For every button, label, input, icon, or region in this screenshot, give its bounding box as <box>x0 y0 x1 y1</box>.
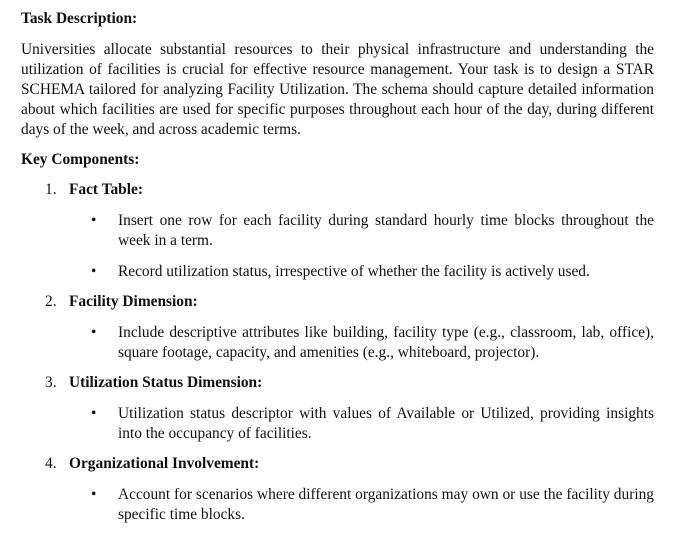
bullet-item <box>21 323 654 363</box>
task-description-paragraph: Universities allocate substantial resources to their physical infrastructure and understanding the utilization of facilities is crucial for effective resource management. Your task is to design a STAR SCHEMA tailored for analyzing Facility Utilization. The schema should capture detailed information about which facilities are used for specific purposes throughout each hour of the day, during different days of the week, and across academic terms. <box>21 41 654 138</box>
component-title: Facility Dimension: <box>69 293 198 310</box>
bullet-item <box>21 262 654 282</box>
bullet-text: Include descriptive attributes like building, facility type (e.g., classroom, lab, office), square footage, capacity, and amenities (e.g., whiteboard, projector). <box>118 324 654 361</box>
bullet-text: Utilization status descriptor with values of Available or Utilized, providing insights into the occupancy of facilities. <box>118 405 654 442</box>
bullet-list <box>21 211 654 282</box>
component-header <box>21 454 654 474</box>
bullet-text: Account for scenarios where different organizations may own or use the facility during specific time blocks. <box>118 486 654 523</box>
key-components-list <box>21 180 654 525</box>
bullet-list <box>21 404 654 444</box>
component-item <box>21 292 654 363</box>
component-header <box>21 180 654 200</box>
bullet-icon: • <box>91 405 97 422</box>
bullet-list <box>21 323 654 363</box>
component-number: 2. <box>45 293 57 310</box>
bullet-text: Insert one row for each facility during standard hourly time blocks throughout the week in a term. <box>118 212 654 249</box>
bullet-item <box>21 485 654 525</box>
bullet-icon: • <box>91 486 97 503</box>
bullet-item <box>21 211 654 251</box>
bullet-item <box>21 404 654 444</box>
bullet-list <box>21 485 654 525</box>
bullet-icon: • <box>91 324 97 341</box>
bullet-icon: • <box>91 263 97 280</box>
task-description-heading: Task Description: <box>21 10 138 27</box>
bullet-text: Record utilization status, irrespective of whether the facility is actively used. <box>118 263 590 280</box>
component-title: Organizational Involvement: <box>69 455 260 472</box>
component-header <box>21 373 654 393</box>
component-number: 4. <box>45 455 57 472</box>
key-components-heading: Key Components: <box>21 151 140 168</box>
component-number: 3. <box>45 374 57 391</box>
component-header <box>21 292 654 312</box>
bullet-icon: • <box>91 212 97 229</box>
component-item <box>21 454 654 525</box>
component-title: Fact Table: <box>69 181 143 198</box>
component-title: Utilization Status Dimension: <box>69 374 263 391</box>
component-item <box>21 373 654 444</box>
component-number: 1. <box>45 181 57 198</box>
component-item <box>21 180 654 282</box>
